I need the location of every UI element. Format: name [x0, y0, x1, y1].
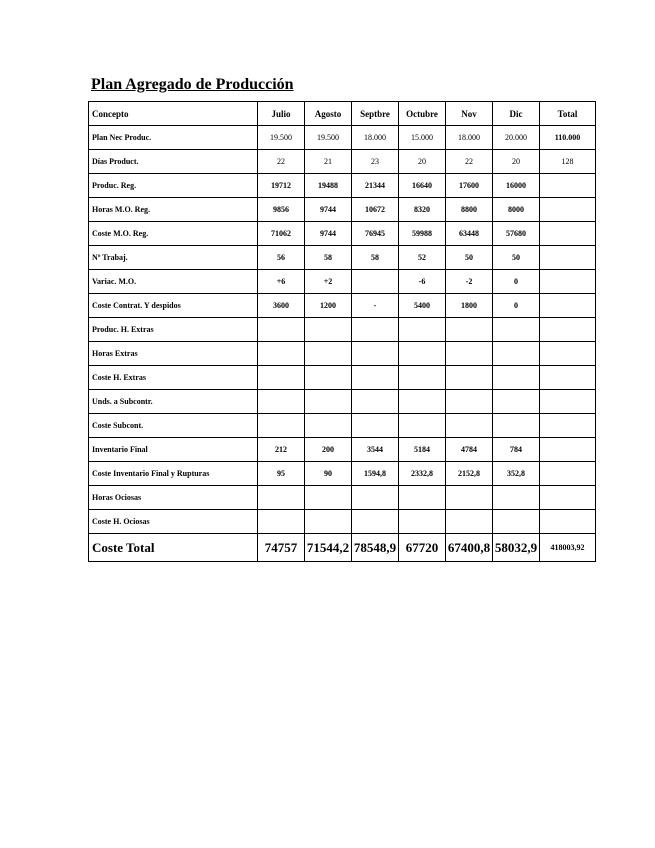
table-cell [399, 486, 446, 510]
table-row [89, 462, 596, 486]
table-row [89, 294, 596, 318]
table-row [89, 270, 596, 294]
table-cell [540, 222, 596, 246]
table-cell [305, 414, 352, 438]
table-cell [352, 486, 399, 510]
table-cell: 2332,8 [399, 462, 446, 486]
column-header: Total [540, 102, 596, 126]
table-cell [446, 510, 493, 534]
table-cell [446, 318, 493, 342]
column-header: Nov [446, 102, 493, 126]
table-cell [540, 174, 596, 198]
total-row [89, 534, 596, 562]
table-cell: 63448 [446, 222, 493, 246]
table-cell: 0 [493, 294, 540, 318]
table-cell [446, 366, 493, 390]
table-cell: 3544 [352, 438, 399, 462]
table-cell [258, 342, 305, 366]
table-cell: 20.000 [493, 126, 540, 150]
table-row [89, 414, 596, 438]
table-cell: 3600 [258, 294, 305, 318]
table-cell [352, 342, 399, 366]
table-cell: 19.500 [258, 126, 305, 150]
table-cell: 200 [305, 438, 352, 462]
table-row [89, 126, 596, 150]
table-cell: 95 [258, 462, 305, 486]
table-cell [399, 390, 446, 414]
table-cell [493, 390, 540, 414]
table-cell: 19488 [305, 174, 352, 198]
table-cell [258, 486, 305, 510]
table-cell: 57680 [493, 222, 540, 246]
table-cell [258, 366, 305, 390]
table-cell: 78548,9 [352, 534, 399, 562]
table-cell [399, 414, 446, 438]
table-cell: 21 [305, 150, 352, 174]
table-cell: 74757 [258, 534, 305, 562]
table-cell: 10672 [352, 198, 399, 222]
table-cell: 0 [493, 270, 540, 294]
table-cell [540, 462, 596, 486]
table-cell [305, 318, 352, 342]
row-label: Nº Trabaj. [89, 246, 258, 270]
table-cell: 2152,8 [446, 462, 493, 486]
table-cell [352, 390, 399, 414]
table-cell [258, 390, 305, 414]
table-cell: 58032,9 [493, 534, 540, 562]
table-cell: 19712 [258, 174, 305, 198]
table-cell: 56 [258, 246, 305, 270]
table-cell [493, 414, 540, 438]
table-cell [446, 486, 493, 510]
column-header: Julio [258, 102, 305, 126]
table-cell: +6 [258, 270, 305, 294]
table-cell [446, 342, 493, 366]
table-cell [305, 342, 352, 366]
table-cell: 50 [493, 246, 540, 270]
table-cell [352, 414, 399, 438]
table-cell [305, 510, 352, 534]
row-label: Plan Nec Produc. [89, 126, 258, 150]
table-cell: 128 [540, 150, 596, 174]
table-cell: 76945 [352, 222, 399, 246]
row-label: Variac. M.O. [89, 270, 258, 294]
table-cell: 20 [399, 150, 446, 174]
table-cell: 22 [446, 150, 493, 174]
table-cell: 71544,2 [305, 534, 352, 562]
column-header: Agosto [305, 102, 352, 126]
table-cell: 52 [399, 246, 446, 270]
table-cell: 67720 [399, 534, 446, 562]
table-cell [540, 246, 596, 270]
row-label: Coste H. Ociosas [89, 510, 258, 534]
table-cell: 58 [305, 246, 352, 270]
table-row [89, 150, 596, 174]
table-cell: -6 [399, 270, 446, 294]
table-header-row [89, 102, 596, 126]
table-cell [493, 486, 540, 510]
table-cell: 8320 [399, 198, 446, 222]
table-cell [540, 198, 596, 222]
row-label: Inventario Final [89, 438, 258, 462]
table-row [89, 486, 596, 510]
column-header: Septbre [352, 102, 399, 126]
row-label: Produc. H. Extras [89, 318, 258, 342]
table-cell [540, 510, 596, 534]
table-row [89, 174, 596, 198]
table-cell: 4784 [446, 438, 493, 462]
table-cell [540, 270, 596, 294]
table-cell [540, 342, 596, 366]
table-cell: 71062 [258, 222, 305, 246]
table-cell: 19.500 [305, 126, 352, 150]
table-cell: -2 [446, 270, 493, 294]
table-cell: 8000 [493, 198, 540, 222]
table-cell [540, 294, 596, 318]
table-cell: 90 [305, 462, 352, 486]
table-cell [399, 510, 446, 534]
column-header: Octubre [399, 102, 446, 126]
table-cell [446, 390, 493, 414]
table-cell [540, 318, 596, 342]
table-cell: 58 [352, 246, 399, 270]
page-title: Plan Agregado de Producción [91, 76, 294, 93]
table-cell: 23 [352, 150, 399, 174]
table-body [89, 126, 596, 562]
table-cell [352, 318, 399, 342]
table-cell: 21344 [352, 174, 399, 198]
column-header: Dic [493, 102, 540, 126]
table-cell [493, 510, 540, 534]
row-label: Horas Ociosas [89, 486, 258, 510]
table-cell [540, 390, 596, 414]
table-cell: 9744 [305, 222, 352, 246]
table-cell [493, 318, 540, 342]
table-cell [399, 318, 446, 342]
table-row [89, 390, 596, 414]
table-cell: 352,8 [493, 462, 540, 486]
table-cell [352, 270, 399, 294]
table-cell: 1594,8 [352, 462, 399, 486]
table-cell: 5184 [399, 438, 446, 462]
table-cell: 50 [446, 246, 493, 270]
row-label: Horas M.O. Reg. [89, 198, 258, 222]
table-cell: 784 [493, 438, 540, 462]
table-row [89, 318, 596, 342]
table-cell: 18.000 [352, 126, 399, 150]
table-cell: 9744 [305, 198, 352, 222]
column-header: Concepto [89, 102, 258, 126]
table-cell [258, 318, 305, 342]
table-row [89, 198, 596, 222]
table-cell: 9856 [258, 198, 305, 222]
table-cell: 16640 [399, 174, 446, 198]
row-label: Coste Subcont. [89, 414, 258, 438]
table-cell [399, 366, 446, 390]
table-cell [258, 510, 305, 534]
row-label: Coste H. Extras [89, 366, 258, 390]
production-plan-table [88, 101, 596, 562]
table-cell: 1800 [446, 294, 493, 318]
row-label: Horas Extras [89, 342, 258, 366]
table-row [89, 342, 596, 366]
table-cell [446, 414, 493, 438]
table-row [89, 222, 596, 246]
table-cell [493, 342, 540, 366]
table-cell [305, 390, 352, 414]
table-cell [352, 366, 399, 390]
table-row [89, 246, 596, 270]
table-cell: 59988 [399, 222, 446, 246]
table-cell: 67400,8 [446, 534, 493, 562]
table-row [89, 438, 596, 462]
row-label: Coste M.O. Reg. [89, 222, 258, 246]
table-cell: 8800 [446, 198, 493, 222]
table-cell: +2 [305, 270, 352, 294]
table-cell [399, 342, 446, 366]
row-label: Días Product. [89, 150, 258, 174]
table-cell: 18.000 [446, 126, 493, 150]
row-label: Coste Inventario Final y Rupturas [89, 462, 258, 486]
table-cell [540, 486, 596, 510]
table-cell [258, 414, 305, 438]
row-label: Produc. Reg. [89, 174, 258, 198]
row-label: Coste Contrat. Y despidos [89, 294, 258, 318]
table-cell [352, 510, 399, 534]
table-cell: 20 [493, 150, 540, 174]
table-cell: 15.000 [399, 126, 446, 150]
table-cell: 5400 [399, 294, 446, 318]
table-cell: 110.000 [540, 126, 596, 150]
table-cell [540, 414, 596, 438]
table-cell [305, 366, 352, 390]
table-cell: 17600 [446, 174, 493, 198]
row-label: Coste Total [89, 534, 258, 562]
table-row [89, 366, 596, 390]
table-cell: 22 [258, 150, 305, 174]
row-label: Unds. a Subcontr. [89, 390, 258, 414]
table-cell: 212 [258, 438, 305, 462]
table-cell [305, 486, 352, 510]
table-cell [493, 366, 540, 390]
table-cell: 16000 [493, 174, 540, 198]
table-cell: 1200 [305, 294, 352, 318]
table-cell: - [352, 294, 399, 318]
table-cell: 418003,92 [540, 534, 596, 562]
table-cell [540, 366, 596, 390]
table-row [89, 510, 596, 534]
table-cell [540, 438, 596, 462]
